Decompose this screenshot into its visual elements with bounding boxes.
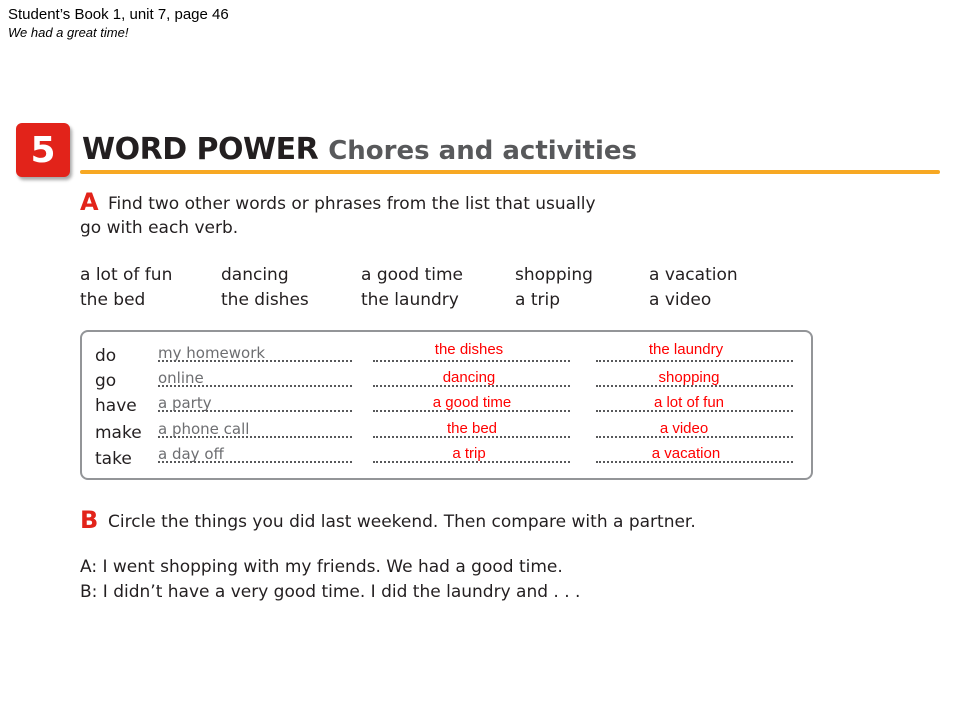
blank-line <box>158 410 352 412</box>
blank-line[interactable] <box>373 360 570 362</box>
answer-text: a good time <box>432 394 512 411</box>
word-list-item: shopping <box>515 265 593 285</box>
answer-text: a trip <box>452 445 486 462</box>
word-list-item: a vacation <box>649 265 738 285</box>
verb-take: take <box>95 449 132 469</box>
slide-header <box>8 6 229 41</box>
given-phrase: online <box>158 369 204 387</box>
given-phrase: my homework <box>158 344 266 362</box>
part-b-instruction: Circle the things you did last weekend. Then compare with a partner. <box>108 512 696 532</box>
part-a-letter: A <box>80 188 99 216</box>
section-title <box>82 130 637 171</box>
blank-line <box>158 436 352 438</box>
unit-title: We had a great time! <box>8 25 129 40</box>
word-list-item: the laundry <box>361 290 459 310</box>
verb-make: make <box>95 423 142 443</box>
answer-text: a video <box>659 420 709 437</box>
answer-text: the bed <box>446 420 498 437</box>
given-phrase: a party <box>158 394 212 412</box>
blank-line <box>158 385 352 387</box>
verb-do: do <box>95 346 117 366</box>
answer-text: a lot of fun <box>653 394 725 411</box>
answer-text: shopping <box>658 369 720 386</box>
given-phrase: a day off <box>158 445 224 463</box>
part-a-instruction-line1: Find two other words or phrases from the list that usually <box>108 194 596 214</box>
section-title-sub: Chores and activities <box>328 136 637 166</box>
dialogue-line-b: B: I didn’t have a very good time. I did the laundry and . . . <box>80 582 581 602</box>
word-list-item: a trip <box>515 290 560 310</box>
answer-text: dancing <box>442 369 496 386</box>
answer-text: a vacation <box>651 445 721 462</box>
part-b-letter: B <box>80 506 99 534</box>
word-list-item: dancing <box>221 265 289 285</box>
blank-line <box>158 360 352 362</box>
given-phrase: a phone call <box>158 420 250 438</box>
section-number-badge: 5 <box>16 123 70 177</box>
title-underline <box>80 170 940 174</box>
word-list-item: a good time <box>361 265 464 285</box>
section-title-main: WORD POWER <box>82 132 319 167</box>
answer-text: the dishes <box>434 341 504 358</box>
verb-go: go <box>95 371 117 391</box>
word-list-item: a lot of fun <box>80 265 173 285</box>
word-list-item: the bed <box>80 290 146 310</box>
dialogue-line-a: A: I went shopping with my friends. We had a good time. <box>80 557 563 577</box>
blank-line <box>158 461 352 463</box>
part-a-instruction-line2: go with each verb. <box>80 218 239 238</box>
answer-text: the laundry <box>648 341 724 358</box>
book-reference: Student’s Book 1, unit 7, page 46 <box>8 6 229 23</box>
blank-line[interactable] <box>596 360 793 362</box>
word-list-item: a video <box>649 290 712 310</box>
word-list-item: the dishes <box>221 290 309 310</box>
verb-have: have <box>95 396 137 416</box>
